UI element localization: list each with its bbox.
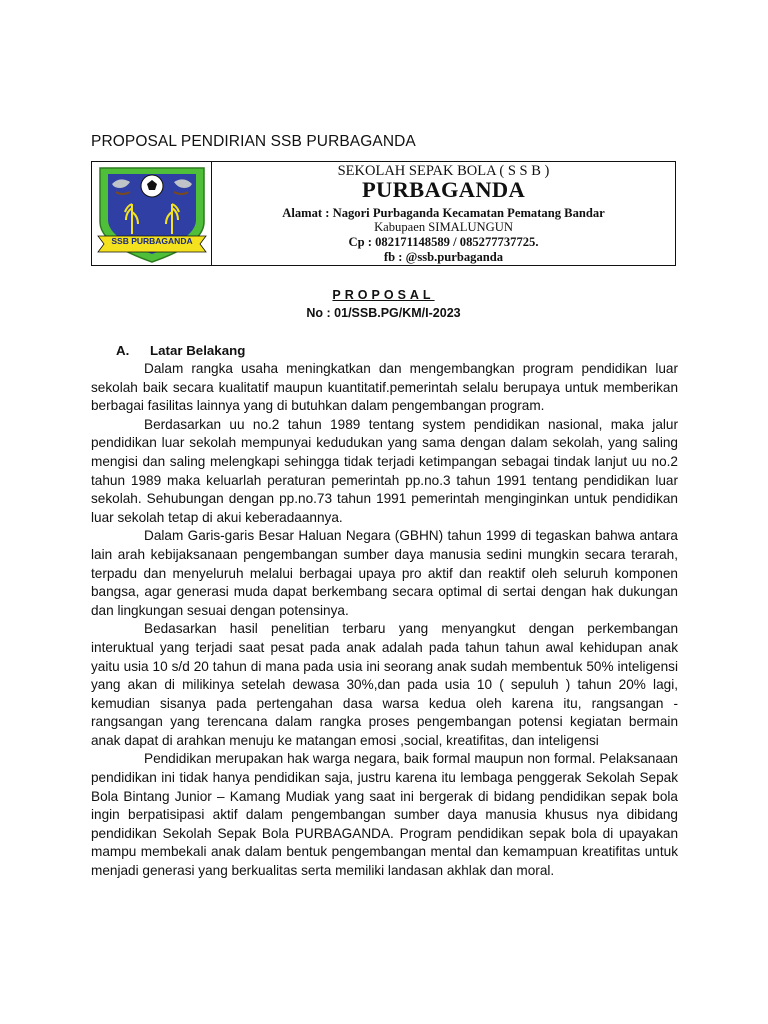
letterhead-info [212, 162, 675, 265]
section-heading [116, 343, 245, 358]
address-line-1: Alamat : Nagori Purbaganda Kecamatan Pematang Bandar [282, 206, 605, 220]
school-type: SEKOLAH SEPAK BOLA ( S S B ) [337, 163, 550, 179]
proposal-number: No : 01/SSB.PG/KM/I-2023 [306, 306, 461, 320]
paragraph: Pendidikan merupakan hak warga negara, baik formal maupun non formal. Pelaksanaan pendidikan ini tidak hanya pendidikan saja, justru karena itu lembaga penggerak Sekolah Sepak Bola Bintang Junior – Kamang Mudiak yang saat ini bergerak di bidang pendidikan sepak bola ingin berpatisipasi aktif dalam pengembangan sumber daya manusia khusus nya dibidang pendidikan Sekolah Sepak Bola PURBAGANDA. Program pendidikan sepak bola di upayakan mampu membekali anak dalam bentuk pengembangan mental dan kemampuan kreatifitas untuk menjadi generasi yang berkualitas serta memiliki landasan akhlak dan moral. [91, 751, 678, 879]
facebook-handle: fb : @ssb.purbaganda [383, 250, 504, 264]
proposal-label: PROPOSAL [332, 288, 435, 302]
section-letter: A. [116, 343, 130, 358]
ssb-logo-icon [96, 164, 208, 264]
logo-banner-text: SSB PURBAGANDA [111, 236, 193, 246]
letterhead-table [91, 161, 676, 266]
document-title: PROPOSAL PENDIRIAN SSB PURBAGANDA [91, 133, 416, 150]
paragraph: Dalam rangka usaha meningkatkan dan mengembangkan program pendidikan luar sekolah baik secara kualitatif maupun kuantitatif.pemerintah selalu berupaya untuk memberikan berbagai fasilitas lainnya yang di butuhkan dalam pengembangan program. [91, 361, 678, 414]
phone-numbers: Cp : 082171148589 / 085277737725. [348, 235, 539, 249]
section-title: Latar Belakang [150, 343, 246, 358]
logo-cell [92, 162, 212, 265]
section-body [91, 360, 678, 881]
address-line-2: Kabupaen SIMALUNGUN [374, 220, 513, 234]
paragraph: Berdasarkan uu no.2 tahun 1989 tentang system pendidikan nasional, maka jalur pendidikan luar sekolah mempunyai kedudukan yang sama dengan dalam sekolah, yang saling mengisi dan saling melengkapi sehingga tidak terjadi ketimpangan sebagai tindak lanjut uu no.2 tahun 1989 maka keluarlah peraturan pemerintah pp.no.3 tahun 1991 tentang pendidikan luar sekolah. Sehubungan dengan pp.no.73 tahun 1991 pemerintah menginginkan untuk pendidikan luar sekolah tetap di akui keberadaannya. [91, 416, 678, 525]
school-name: PURBAGANDA [362, 177, 525, 202]
paragraph: Bedasarkan hasil penelitian terbaru yang menyangkut dengan perkembangan interuktual yang terjadi saat pesat pada anak adalah pada tahun tahun awal kehidupan anak yaitu usia 10 s/d 20 tahun di mana pada usia ini seorang anak sudah membentuk 50% inteligensi yang akan di milikinya setelah dewasa 30%,dan pada usia 10 ( sepuluh ) tahun 20% lagi, kemudian sisanya pada pertengahan dasa warsa kedua oleh karena itu, rangsangan - rangsangan yang terencana dalam rangka proses pengembangan potensi kegiatan bermain anak dapat di arahkan menuju ke matangan emosi ,social, kreatifitas, dan inteligensi [91, 621, 678, 748]
paragraph: Dalam Garis-garis Besar Haluan Negara (GBHN) tahun 1999 di tegaskan bahwa antara lain arah kebijaksanaan pengembangan sumber daya manusia sedini mungkin secara terarah, terpadu dan menyeluruh melalui berbagai upaya pro aktif dan reaktif oleh seluruh komponen bangsa, agar generasi muda dapat berkembang secara optimal di sertai dengan hak dukungan dan lingkungan sesuai dengan potensinya. [91, 528, 678, 618]
